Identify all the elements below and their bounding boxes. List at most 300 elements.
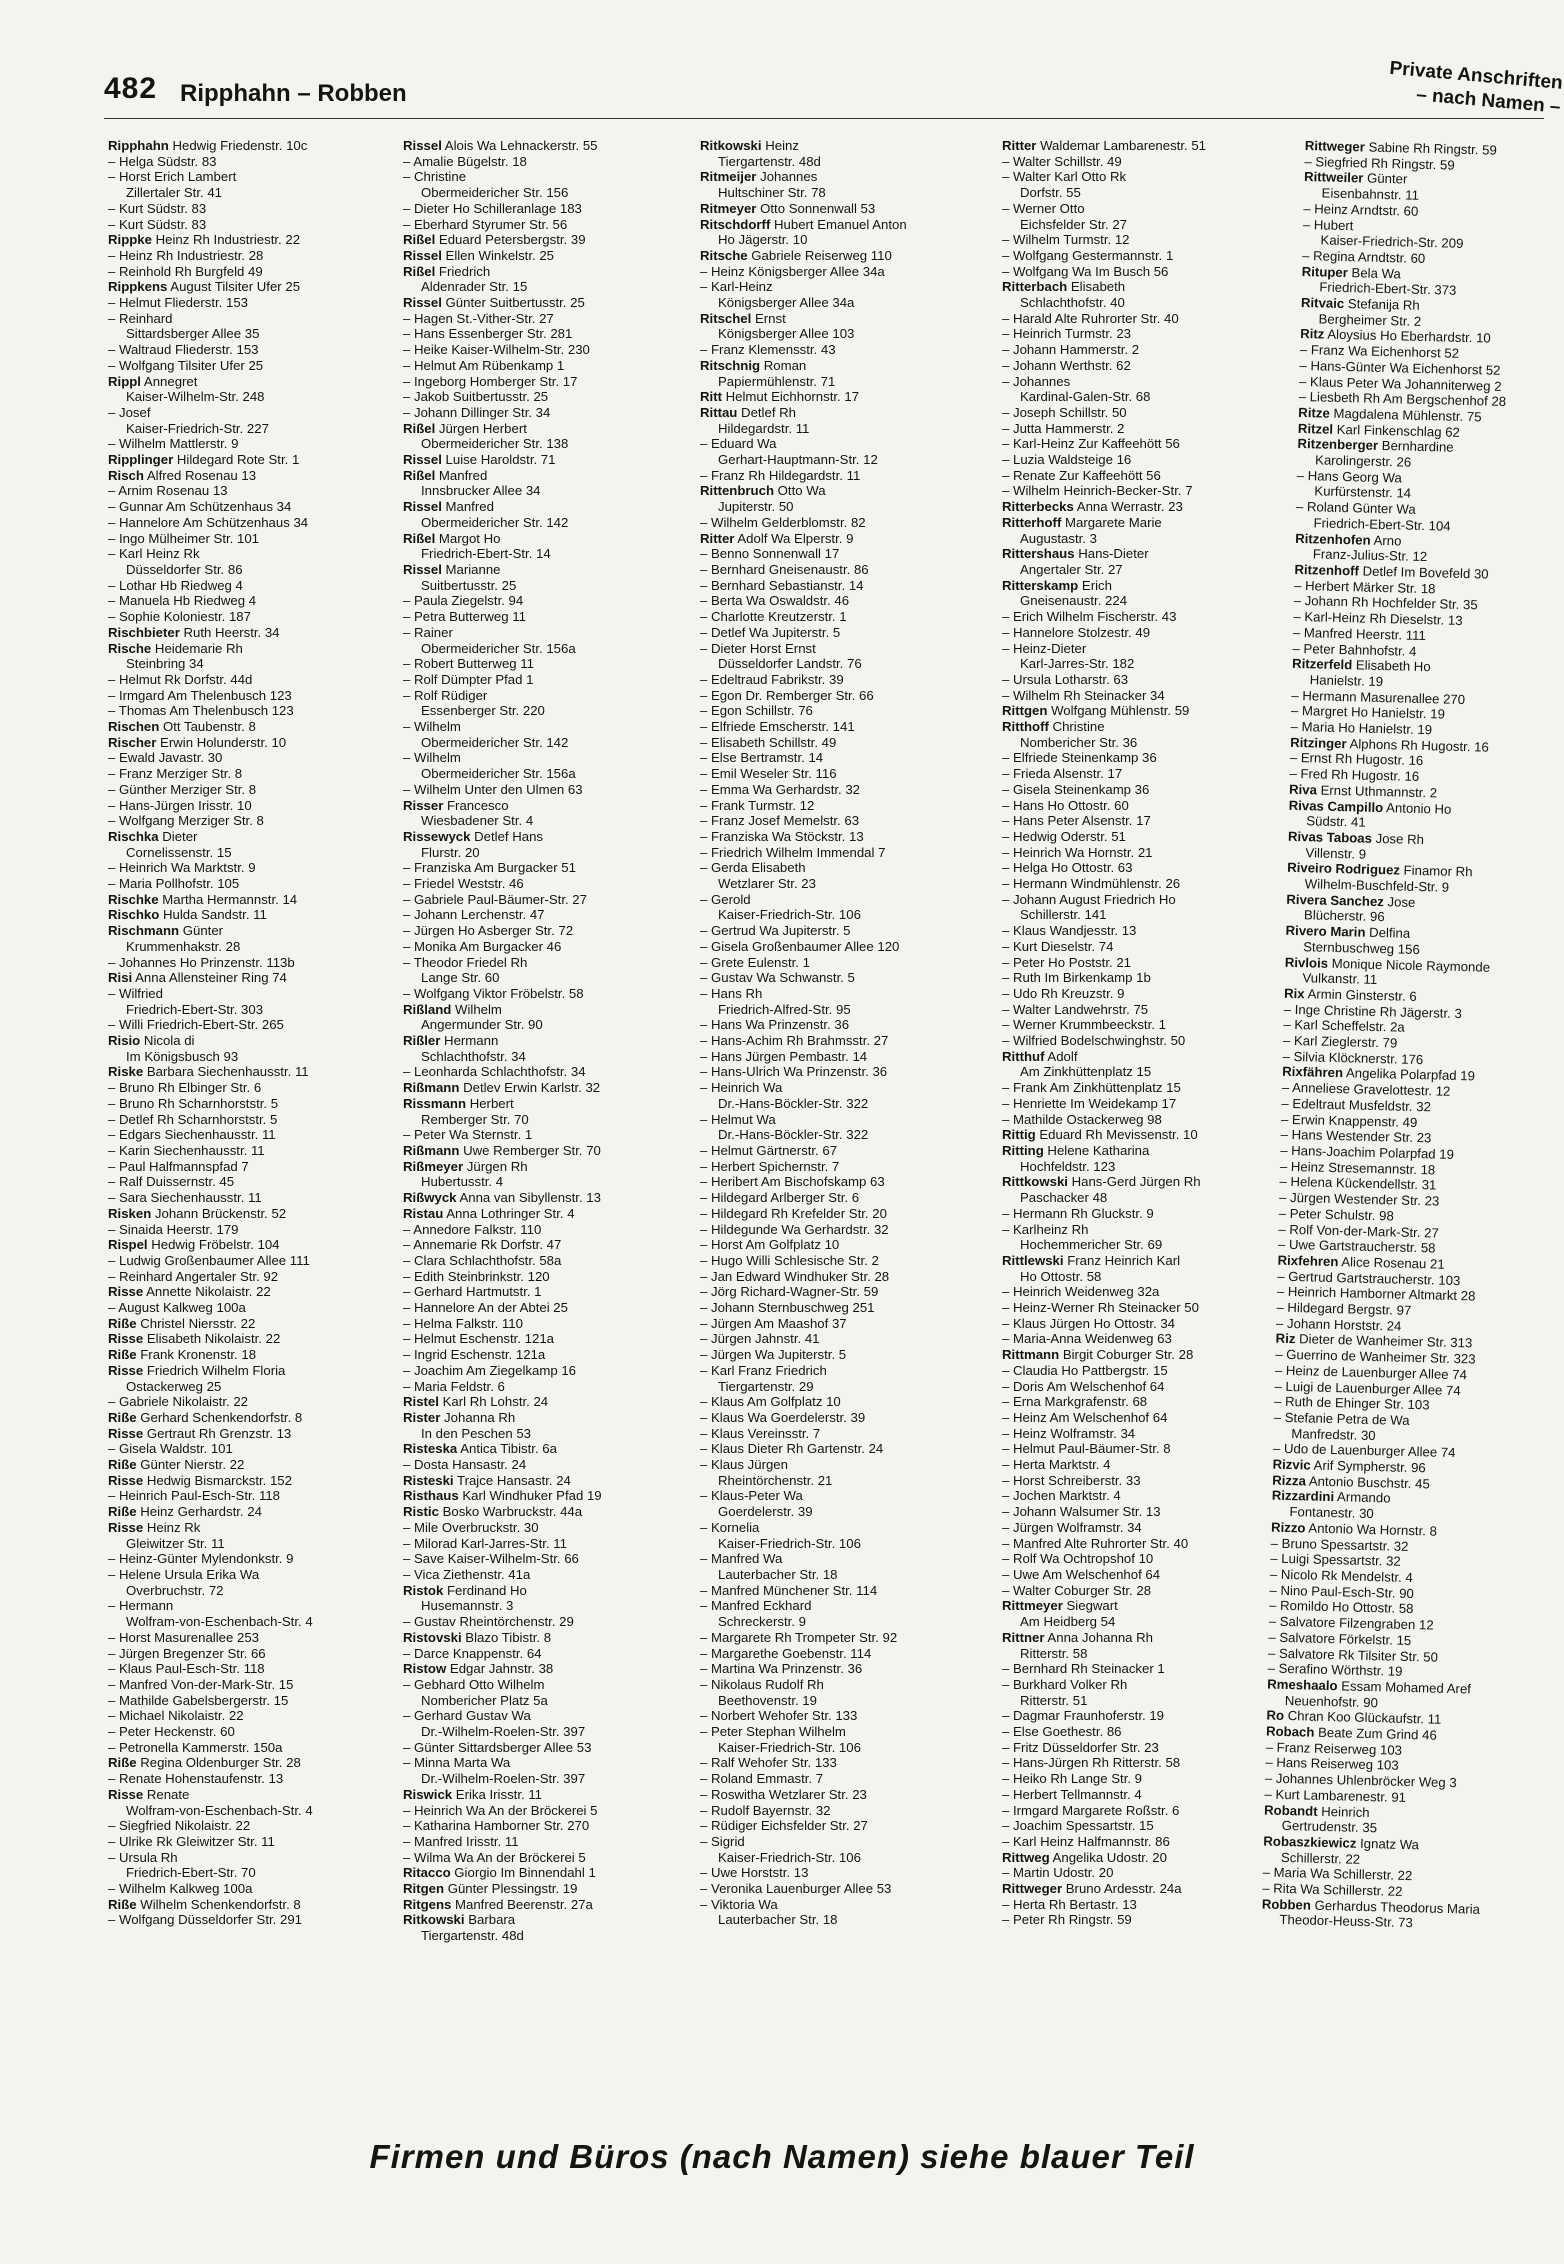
entry-details: – Hans Wa Prinzenstr. 36 (700, 1017, 850, 1033)
directory-entry (403, 1567, 693, 1583)
entry-details: Otto Wa (774, 483, 826, 499)
directory-entry (1002, 1033, 1292, 1049)
directory-entry (108, 358, 398, 374)
entry-surname: Ritterskamp (1002, 577, 1079, 593)
directory-entry (108, 1865, 398, 1881)
entry-details: – Norbert Wehofer Str. 133 (700, 1708, 858, 1724)
entry-details: Lauterbacher Str. 18 (718, 1912, 838, 1928)
entry-details: – Elisabeth Schillstr. 49 (700, 734, 837, 750)
entry-details: Jürgen Herbert (435, 420, 527, 436)
entry-details: Ho Ottostr. 58 (1020, 1268, 1102, 1284)
entry-details: – Johann Dillinger Str. 34 (403, 404, 551, 420)
directory-entry (108, 1410, 398, 1426)
directory-entry (700, 232, 990, 248)
entry-details: Uwe Remberger Str. 70 (459, 1143, 601, 1158)
entry-details: Detlef Rh (737, 404, 797, 420)
entry-details: – Horst Masurenallee 253 (108, 1629, 260, 1645)
entry-surname: Rister (403, 1409, 441, 1425)
entry-details: – Peter Ho Poststr. 21 (1002, 954, 1132, 970)
directory-entry (108, 201, 398, 217)
entry-details: Jose Rh (1371, 830, 1425, 848)
entry-details: – Hedwig Oderstr. 51 (1002, 828, 1126, 844)
directory-entry (1002, 326, 1292, 342)
entry-details: – Peter Bahnhofstr. 4 (1292, 640, 1417, 659)
directory-entry (700, 1865, 990, 1881)
entry-surname: Rituper (1301, 263, 1349, 280)
directory-entry (1002, 641, 1292, 657)
entry-details: – Bernhard Gneisenaustr. 86 (700, 561, 869, 577)
directory-entry (1002, 609, 1292, 625)
entry-details: Kaiser-Friedrich-Str. 106 (718, 1739, 861, 1755)
directory-column-5 (1261, 138, 1563, 1934)
entry-details: Marianne (441, 561, 501, 577)
entry-details: – Amalie Bügelstr. 18 (403, 153, 527, 169)
entry-details: – Renate Hohenstaufenstr. 13 (108, 1771, 284, 1787)
entry-details: Blücherstr. 96 (1303, 907, 1385, 925)
directory-entry (403, 1630, 693, 1646)
entry-surname: Ritmeijer (700, 169, 757, 185)
directory-entry (108, 264, 398, 280)
entry-details: – Margret Ho Hanielstr. 19 (1290, 703, 1446, 722)
entry-surname: Ritkowski (700, 138, 762, 153)
entry-details: – August Kalkweg 100a (108, 1300, 246, 1316)
directory-entry (108, 1567, 398, 1583)
directory-entry (108, 483, 398, 499)
entry-details: – Rainer (403, 624, 453, 640)
entry-details: Herbert (466, 1095, 514, 1111)
directory-entry (700, 1190, 990, 1206)
directory-entry (403, 1143, 693, 1159)
entry-details: Düsseldorfer Landstr. 76 (718, 656, 862, 672)
entry-details: Friedrich-Ebert-Str. 14 (421, 546, 551, 562)
directory-entry (1002, 138, 1292, 154)
entry-surname: Rippke (108, 232, 152, 248)
directory-entry (403, 641, 693, 657)
entry-details: Eisenbahnstr. 11 (1321, 185, 1420, 203)
entry-details: – Karin Siechenhausstr. 11 (108, 1143, 265, 1158)
entry-details: – Udo de Lauenburger Allee 74 (1272, 1440, 1456, 1461)
directory-entry (700, 1064, 990, 1080)
directory-entry (108, 578, 398, 594)
entry-details: Finamor Rh (1399, 862, 1473, 880)
entry-details: – Hannelore Stolzestr. 49 (1002, 624, 1151, 640)
entry-details: Zillertaler Str. 41 (126, 185, 223, 201)
directory-entry (403, 1410, 693, 1426)
entry-details: – Klaus-Peter Wa (700, 1488, 803, 1504)
directory-entry (1002, 1724, 1292, 1740)
directory-entry (403, 1457, 693, 1473)
directory-entry (108, 688, 398, 704)
directory-entry (700, 264, 990, 280)
entry-details: – Heinz de Lauenburger Allee 74 (1274, 1362, 1468, 1383)
entry-details: – Heinrich Wa (700, 1080, 783, 1096)
entry-surname: Riße (108, 1755, 137, 1771)
directory-entry (403, 1865, 693, 1881)
entry-details: – Serafino Wörthstr. 19 (1267, 1660, 1403, 1680)
entry-surname: Rmeshaalo (1267, 1676, 1338, 1694)
entry-details: Dr.-Hans-Böckler-Str. 322 (718, 1095, 869, 1111)
directory-entry (1002, 907, 1292, 923)
entry-details: Manfredstr. 30 (1291, 1425, 1376, 1443)
entry-surname: Rittner (1002, 1629, 1045, 1645)
entry-details: – Maria Wa Schillerstr. 22 (1262, 1864, 1413, 1884)
entry-details: – Clara Schlachthofstr. 58a (403, 1252, 562, 1268)
directory-entry (108, 1379, 398, 1395)
directory-entry (700, 813, 990, 829)
entry-details: – Fritz Düsseldorfer Str. 23 (1002, 1739, 1159, 1755)
entry-details: – Milorad Karl-Jarres-Str. 11 (403, 1535, 567, 1551)
entry-details: Heidemarie Rh (151, 640, 243, 656)
directory-entry (700, 1520, 990, 1536)
entry-details: Im Königsbusch 93 (126, 1048, 239, 1064)
entry-details: Kaiser-Friedrich-Str. 209 (1320, 232, 1464, 252)
directory-entry (403, 609, 693, 625)
entry-details: – Irmgard Am Thelenbusch 123 (108, 687, 292, 703)
entry-details: Südstr. 41 (1306, 813, 1366, 830)
entry-surname: Rischka (108, 828, 159, 844)
entry-details: – Franz Merziger Str. 8 (108, 766, 243, 782)
entry-details: – Jürgen Am Maashof 37 (700, 1315, 847, 1331)
entry-details: Armando (1333, 1489, 1391, 1506)
directory-entry (700, 750, 990, 766)
entry-details: – Bernhard Rh Steinacker 1 (1002, 1661, 1165, 1677)
directory-entry (700, 688, 990, 704)
entry-details: – Michael Nikolaistr. 22 (108, 1708, 244, 1724)
directory-entry (403, 1379, 693, 1395)
entry-details: Stefanija Rh (1344, 296, 1420, 313)
directory-entry (700, 1693, 990, 1709)
entry-surname: Rissewyck (403, 828, 471, 844)
directory-entry (108, 1724, 398, 1740)
entry-details: – Gerhard Gustav Wa (403, 1708, 531, 1724)
directory-entry (403, 1724, 693, 1740)
directory-entry (1002, 1536, 1292, 1552)
directory-entry (1002, 1426, 1292, 1442)
directory-entry (700, 609, 990, 625)
directory-entry (1002, 1661, 1292, 1677)
entry-details: Ritterstr. 51 (1020, 1692, 1088, 1708)
directory-entry (700, 405, 990, 421)
entry-surname: Rischbieter (108, 624, 180, 640)
directory-entry (403, 1708, 693, 1724)
directory-entry (1002, 1488, 1292, 1504)
entry-details: Barbara Siechenhausstr. 11 (143, 1064, 309, 1080)
entry-surname: Rißel (403, 232, 436, 248)
entry-details: – Johann August Friedrich Ho (1002, 891, 1176, 907)
entry-details: – Hermann (108, 1598, 174, 1614)
entry-details: Königsberger Allee 34a (718, 295, 855, 311)
entry-details: – Walter Schillstr. 49 (1002, 153, 1122, 169)
entry-details: Düsseldorfer Str. 86 (126, 561, 243, 577)
entry-details: Overbruchstr. 72 (126, 1582, 224, 1598)
entry-surname: Rizzo (1270, 1519, 1306, 1536)
entry-details: – Gabriele Paul-Bäumer-Str. 27 (403, 891, 587, 907)
entry-details: Günter Suitbertusstr. 25 (441, 295, 585, 311)
entry-surname: Rischmann (108, 923, 180, 939)
entry-details: Obermeidericher Str. 156a (421, 640, 576, 656)
directory-entry (403, 1755, 693, 1771)
directory-entry (108, 1614, 398, 1630)
directory-entry (403, 1002, 693, 1018)
directory-entry (700, 452, 990, 468)
directory-entry (700, 1253, 990, 1269)
entry-surname: Riske (108, 1064, 144, 1080)
entry-surname: Ritsche (700, 247, 748, 263)
entry-details: – Salvatore Förkelstr. 15 (1268, 1629, 1412, 1648)
entry-details: – Franz Rh Hildegardstr. 11 (700, 467, 861, 483)
directory-entry (1002, 1080, 1292, 1096)
directory-entry (1002, 515, 1292, 531)
entry-details: – Gabriele Nikolaistr. 22 (108, 1394, 249, 1410)
entry-details: – Egon Dr. Remberger Str. 66 (700, 687, 874, 703)
directory-entry (700, 1300, 990, 1316)
entry-surname: Ritthuf (1002, 1048, 1045, 1064)
entry-details: Martha Hermannstr. 14 (158, 891, 298, 907)
entry-details: – Margarethe Goebenstr. 114 (700, 1645, 872, 1661)
directory-entry (1002, 593, 1292, 609)
directory-entry (108, 656, 398, 672)
entry-surname: Risteska (403, 1441, 458, 1457)
entry-details: Steinbring 34 (126, 656, 204, 672)
directory-entry (403, 876, 693, 892)
entry-details: Jürgen Rh (463, 1158, 528, 1174)
entry-surname: Ritterhoff (1002, 514, 1062, 530)
entry-details: – Sinaida Heerstr. 179 (108, 1221, 239, 1237)
directory-entry (1002, 1787, 1292, 1803)
entry-details: – Franziska Wa Stöckstr. 13 (700, 828, 864, 844)
entry-details: Eduard Rh Mevissenstr. 10 (1035, 1127, 1198, 1143)
entry-details: Magdalena Mühlenstr. 75 (1329, 405, 1482, 425)
entry-surname: Rispel (108, 1237, 148, 1253)
directory-entry (403, 452, 693, 468)
directory-entry (108, 515, 398, 531)
entry-details: – Bruno Rh Elbinger Str. 6 (108, 1080, 262, 1096)
entry-details: Alice Rosenau 21 (1338, 1254, 1445, 1272)
entry-details: Franz Heinrich Karl (1063, 1252, 1181, 1268)
entry-details: Goerdelerstr. 39 (718, 1504, 813, 1520)
directory-entry (403, 483, 693, 499)
directory-entry (403, 342, 693, 358)
entry-surname: Ritacco (403, 1865, 451, 1881)
entry-surname: Risse (108, 1519, 144, 1535)
directory-entry (403, 1488, 693, 1504)
entry-details: – Wolfgang Tilsiter Ufer 25 (108, 357, 264, 373)
directory-entry (403, 531, 693, 547)
directory-entry (403, 1897, 693, 1913)
directory-entry (700, 939, 990, 955)
entry-details: Angermunder Str. 90 (421, 1017, 543, 1033)
entry-details: Hedwig Fröbelstr. 104 (147, 1237, 280, 1253)
entry-details: Hubert Emanuel Anton (770, 216, 907, 232)
directory-entry (700, 1222, 990, 1238)
directory-entry (700, 1284, 990, 1300)
entry-details: – Frieda Alsenstr. 17 (1002, 766, 1123, 782)
directory-entry (700, 562, 990, 578)
directory-entry (108, 279, 398, 295)
entry-details: – Horst Am Golfplatz 10 (700, 1237, 840, 1253)
directory-entry (700, 766, 990, 782)
entry-surname: Ritze (1298, 404, 1330, 421)
directory-entry (700, 1536, 990, 1552)
directory-entry (1002, 1834, 1292, 1850)
entry-details: – Gerda Elisabeth (700, 860, 806, 876)
directory-entry (403, 1222, 693, 1238)
directory-entry (700, 1787, 990, 1803)
directory-entry (403, 421, 693, 437)
entry-details: – Monika Am Burgacker 46 (403, 938, 562, 954)
entry-details: – Kornelia (700, 1519, 760, 1535)
directory-entry (1002, 955, 1292, 971)
entry-details: – Wilhelm Gelderblomstr. 82 (700, 514, 866, 530)
directory-entry (108, 1661, 398, 1677)
entry-details: Hildegard Rote Str. 1 (173, 452, 300, 468)
entry-details: Villenstr. 9 (1305, 844, 1367, 862)
entry-details: – Heinrich Weidenweg 32a (1002, 1284, 1160, 1300)
directory-entry (108, 860, 398, 876)
directory-entry (108, 750, 398, 766)
directory-entry (1002, 1284, 1292, 1300)
directory-entry (1002, 719, 1292, 735)
entry-details: Friedrich (435, 263, 491, 279)
directory-entry (1002, 1567, 1292, 1583)
directory-entry (700, 923, 990, 939)
directory-entry (403, 499, 693, 515)
directory-entry (700, 1755, 990, 1771)
directory-entry (403, 562, 693, 578)
entry-details: Essam Mohamed Aref (1337, 1678, 1472, 1697)
entry-details: – Renate Zur Kaffeehött 56 (1002, 467, 1161, 483)
directory-entry (700, 1347, 990, 1363)
directory-entry (108, 1174, 398, 1190)
directory-entry (403, 201, 693, 217)
directory-entry (108, 1127, 398, 1143)
directory-entry (403, 845, 693, 861)
entry-details: – Johannes Ho Prinzenstr. 113b (108, 954, 295, 970)
entry-details: – Jürgen Jahnstr. 41 (700, 1331, 820, 1347)
entry-details: Gertrudenstr. 35 (1281, 1818, 1378, 1836)
entry-details: – Herbert Spichernstr. 7 (700, 1158, 840, 1174)
directory-entry (700, 1112, 990, 1128)
directory-entry (403, 264, 693, 280)
directory-entry (108, 468, 398, 484)
entry-details: – Herta Rh Bertastr. 13 (1002, 1896, 1137, 1912)
directory-entry (1002, 1803, 1292, 1819)
directory-entry (403, 1017, 693, 1033)
entry-details: Hanielstr. 19 (1309, 672, 1384, 689)
entry-details: – Peter Schulstr. 98 (1278, 1205, 1394, 1224)
directory-entry (1002, 970, 1292, 986)
entry-details: – Joachim Spessartstr. 15 (1002, 1818, 1154, 1834)
entry-details: – Else Bertramstr. 14 (700, 750, 824, 766)
directory-entry (1002, 248, 1292, 264)
directory-entry (1002, 860, 1292, 876)
directory-entry (403, 939, 693, 955)
entry-details: – Ingeborg Homberger Str. 17 (403, 373, 578, 389)
entry-details: – Theodor Friedel Rh (403, 954, 528, 970)
entry-details: – Hans Peter Alsenstr. 17 (1002, 813, 1151, 829)
directory-entry (403, 1096, 693, 1112)
entry-surname: Robaszkiewicz (1263, 1833, 1357, 1851)
directory-entry (1002, 1347, 1292, 1363)
entry-details: – Horst Erich Lambert (108, 169, 237, 185)
entry-details: Wolfgang Mühlenstr. 59 (1047, 703, 1190, 719)
directory-entry (1002, 735, 1292, 751)
entry-surname: Riße (108, 1409, 137, 1425)
directory-entry (1002, 185, 1292, 201)
directory-entry (700, 1740, 990, 1756)
entry-details: – Jochen Marktstr. 4 (1002, 1488, 1121, 1504)
entry-details: Friedrich-Alfred-Str. 95 (718, 1001, 851, 1017)
entry-details: – Peter Heckenstr. 60 (108, 1724, 235, 1740)
directory-entry (108, 1488, 398, 1504)
entry-details: Obermeidericher Str. 138 (421, 436, 569, 452)
entry-details: Barbara (464, 1912, 516, 1928)
entry-details: – Kurt Südstr. 83 (108, 200, 207, 216)
entry-details: – Jörg Richard-Wagner-Str. 59 (700, 1284, 879, 1300)
entry-details: Chran Koo Glückaufstr. 11 (1283, 1708, 1442, 1728)
directory-entry (108, 1080, 398, 1096)
entry-surname: Rippl (108, 373, 141, 389)
entry-surname: Ritzenhofen (1295, 530, 1371, 548)
directory-entry (700, 1363, 990, 1379)
directory-entry (700, 955, 990, 971)
entry-details: – Hildegard Rh Krefelder Str. 20 (700, 1205, 887, 1221)
entry-details: – Franz Reiserweg 103 (1265, 1739, 1403, 1758)
directory-entry (1002, 939, 1292, 955)
entry-details: – Arnim Rosenau 13 (108, 483, 228, 499)
directory-entry (403, 169, 693, 185)
directory-entry (700, 421, 990, 437)
entry-details: – Johannes (1002, 373, 1071, 389)
directory-entry (1002, 1127, 1292, 1143)
entry-surname: Rittig (1002, 1127, 1036, 1143)
entry-details: Dr.-Hans-Böckler-Str. 322 (718, 1127, 869, 1143)
directory-entry (108, 1253, 398, 1269)
entry-surname: Rittmann (1002, 1347, 1060, 1363)
entry-details: Wilhelm-Buschfeld-Str. 9 (1304, 876, 1450, 895)
directory-entry (403, 593, 693, 609)
directory-entry (1002, 452, 1292, 468)
directory-entry (700, 1488, 990, 1504)
directory-entry (108, 1159, 398, 1175)
entry-details: – Margarete Rh Trompeter Str. 92 (700, 1629, 898, 1645)
entry-details: Angelika Udostr. 20 (1049, 1849, 1167, 1865)
directory-entry (700, 1410, 990, 1426)
entry-surname: Rivas Campillo (1288, 797, 1384, 815)
directory-entry (108, 766, 398, 782)
entry-details: – Paula Ziegelstr. 94 (403, 593, 524, 609)
directory-entry (108, 421, 398, 437)
entry-details: – Edeltraut Musfeldstr. 32 (1281, 1095, 1432, 1115)
directory-entry (403, 578, 693, 594)
entry-details: – Ernst Rh Hugostr. 16 (1289, 750, 1424, 769)
entry-details: Trajce Hansastr. 24 (453, 1472, 571, 1488)
directory-entry (1002, 1206, 1292, 1222)
entry-details: – Nino Paul-Esch-Str. 90 (1269, 1582, 1415, 1601)
directory-entry (700, 1567, 990, 1583)
directory-entry (1002, 1410, 1292, 1426)
directory-entry (1002, 1865, 1292, 1881)
directory-entry (700, 326, 990, 342)
entry-details: – Werner Krummbeeckstr. 1 (1002, 1017, 1166, 1033)
entry-surname: Rißel (403, 467, 436, 483)
directory-entry (403, 860, 693, 876)
directory-entry (700, 468, 990, 484)
entry-details: – Darce Knappenstr. 64 (403, 1645, 542, 1661)
entry-details: Bosko Warbruckstr. 44a (438, 1504, 583, 1520)
entry-details: – Kurt Südstr. 83 (108, 216, 207, 232)
entry-details: – Jürgen Bregenzer Str. 66 (108, 1645, 266, 1661)
